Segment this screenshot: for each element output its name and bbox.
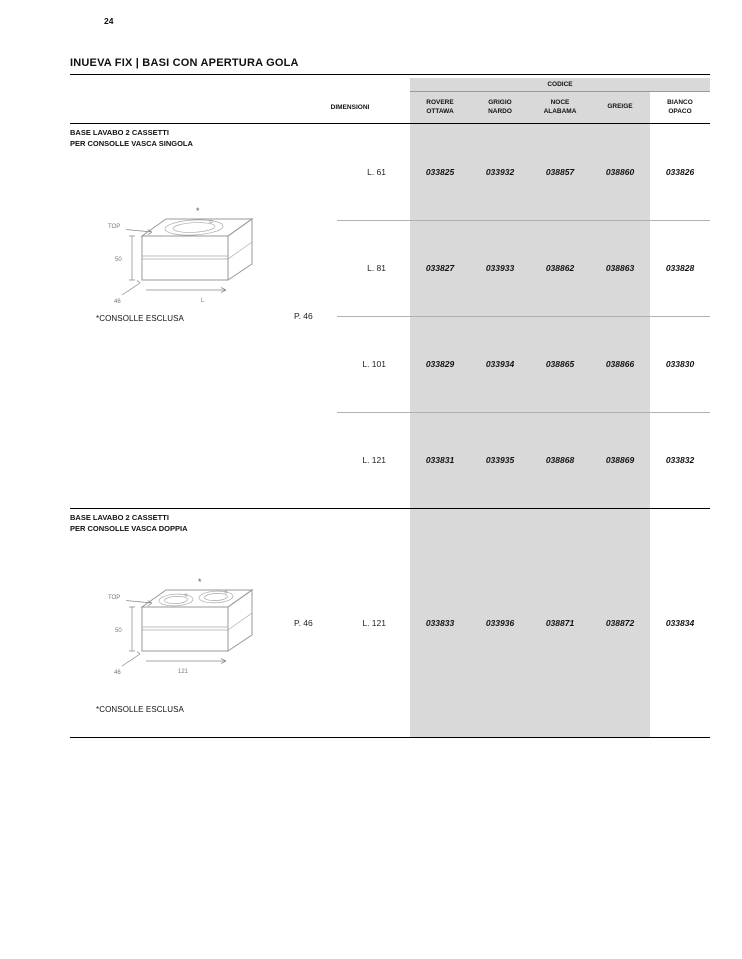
catalog-page-content [70, 57, 710, 738]
depth-dimension-label: P. 46 [294, 311, 313, 321]
column-header-rovere-ottawa [410, 92, 470, 123]
column-header-line: OTTAWA [426, 107, 454, 115]
depth-dimension-label: P. 46 [294, 618, 313, 628]
column-header-greige [590, 92, 650, 123]
product-diagram-single-sink [106, 188, 281, 313]
code-cell: 038869 [605, 455, 635, 465]
code-cell: 033827 [425, 263, 455, 273]
diagram-asterisk: * [196, 206, 200, 216]
diagram-top-label: TOP [108, 595, 121, 601]
code-cell: 038872 [605, 618, 635, 628]
vanity-double-sink-drawing [106, 559, 281, 684]
code-cell: 038865 [545, 359, 575, 369]
code-cell: 038860 [605, 167, 635, 177]
column-header-dimensioni: DIMENSIONI [330, 104, 370, 111]
code-cell: 033933 [485, 263, 515, 273]
column-header-line: BIANCO [667, 98, 693, 106]
diagram-height-label: 50 [115, 628, 122, 634]
column-header-line: NARDO [488, 107, 512, 115]
column-header-grigio-nardo [470, 92, 530, 123]
dimension-cell: L. 121 [362, 455, 386, 465]
section-heading-line1: BASE LAVABO 2 CASSETTI [70, 128, 169, 137]
column-header-line: GRIGIO [488, 98, 512, 106]
code-cell: 033825 [425, 167, 455, 177]
section-heading-line2: PER CONSOLLE VASCA SINGOLA [70, 138, 193, 148]
code-cell: 033834 [665, 618, 695, 628]
section-heading [70, 128, 193, 149]
table-header [70, 75, 710, 123]
column-header-noce-alabama [530, 92, 590, 123]
section-vasca-singola [70, 123, 710, 508]
code-cell: 038862 [545, 263, 575, 273]
dimension-cell: L. 61 [367, 167, 386, 177]
product-diagram-double-sink [106, 559, 281, 684]
code-cell: 038857 [545, 167, 575, 177]
code-cell: 033934 [485, 359, 515, 369]
table-row [70, 412, 710, 508]
diagram-length-label: 121 [178, 669, 189, 675]
code-cell: 038871 [545, 618, 575, 628]
diagram-depth-label: 46 [114, 299, 121, 305]
code-cell: 033831 [425, 455, 455, 465]
code-cell: 033935 [485, 455, 515, 465]
codice-header: CODICE [410, 78, 710, 92]
vanity-single-sink-drawing [106, 188, 281, 313]
code-cell: 033830 [665, 359, 695, 369]
code-cell: 033832 [665, 455, 695, 465]
code-cell: 033932 [485, 167, 515, 177]
consolle-esclusa-note: *CONSOLLE ESCLUSA [96, 705, 184, 714]
code-cell: 038866 [605, 359, 635, 369]
section-heading [70, 513, 188, 534]
section-heading-line1: BASE LAVABO 2 CASSETTI [70, 513, 169, 522]
column-header-line: ALABAMA [543, 107, 577, 115]
diagram-depth-label: 46 [114, 670, 121, 676]
dimension-cell: L. 81 [367, 263, 386, 273]
code-cell: 038868 [545, 455, 575, 465]
column-header-bianco-opaco [650, 92, 710, 123]
code-cell: 033826 [665, 167, 695, 177]
column-header-line: OPACO [668, 107, 692, 115]
page-number: 24 [104, 16, 114, 26]
page-title: INUEVA FIX | BASI CON APERTURA GOLA [70, 57, 710, 75]
section-vasca-doppia [70, 508, 710, 738]
column-header-line: ROVERE [426, 98, 454, 106]
column-header-line: GREIGE [607, 103, 633, 111]
code-cell: 033828 [665, 263, 695, 273]
section-heading-line2: PER CONSOLLE VASCA DOPPIA [70, 523, 188, 533]
diagram-height-label: 50 [115, 257, 122, 263]
dimension-cell: L. 121 [362, 618, 386, 628]
column-headers-row [70, 92, 710, 123]
dimension-cell: L. 101 [362, 359, 386, 369]
code-cell: 033936 [485, 618, 515, 628]
diagram-asterisk: * [198, 577, 202, 587]
code-cell: 038863 [605, 263, 635, 273]
diagram-top-label: TOP [108, 224, 121, 230]
code-cell: 033833 [425, 618, 455, 628]
table-row [70, 316, 710, 412]
diagram-length-label: L [201, 298, 205, 304]
column-header-line: NOCE [550, 98, 570, 106]
code-cell: 033829 [425, 359, 455, 369]
consolle-esclusa-note: *CONSOLLE ESCLUSA [96, 314, 184, 323]
